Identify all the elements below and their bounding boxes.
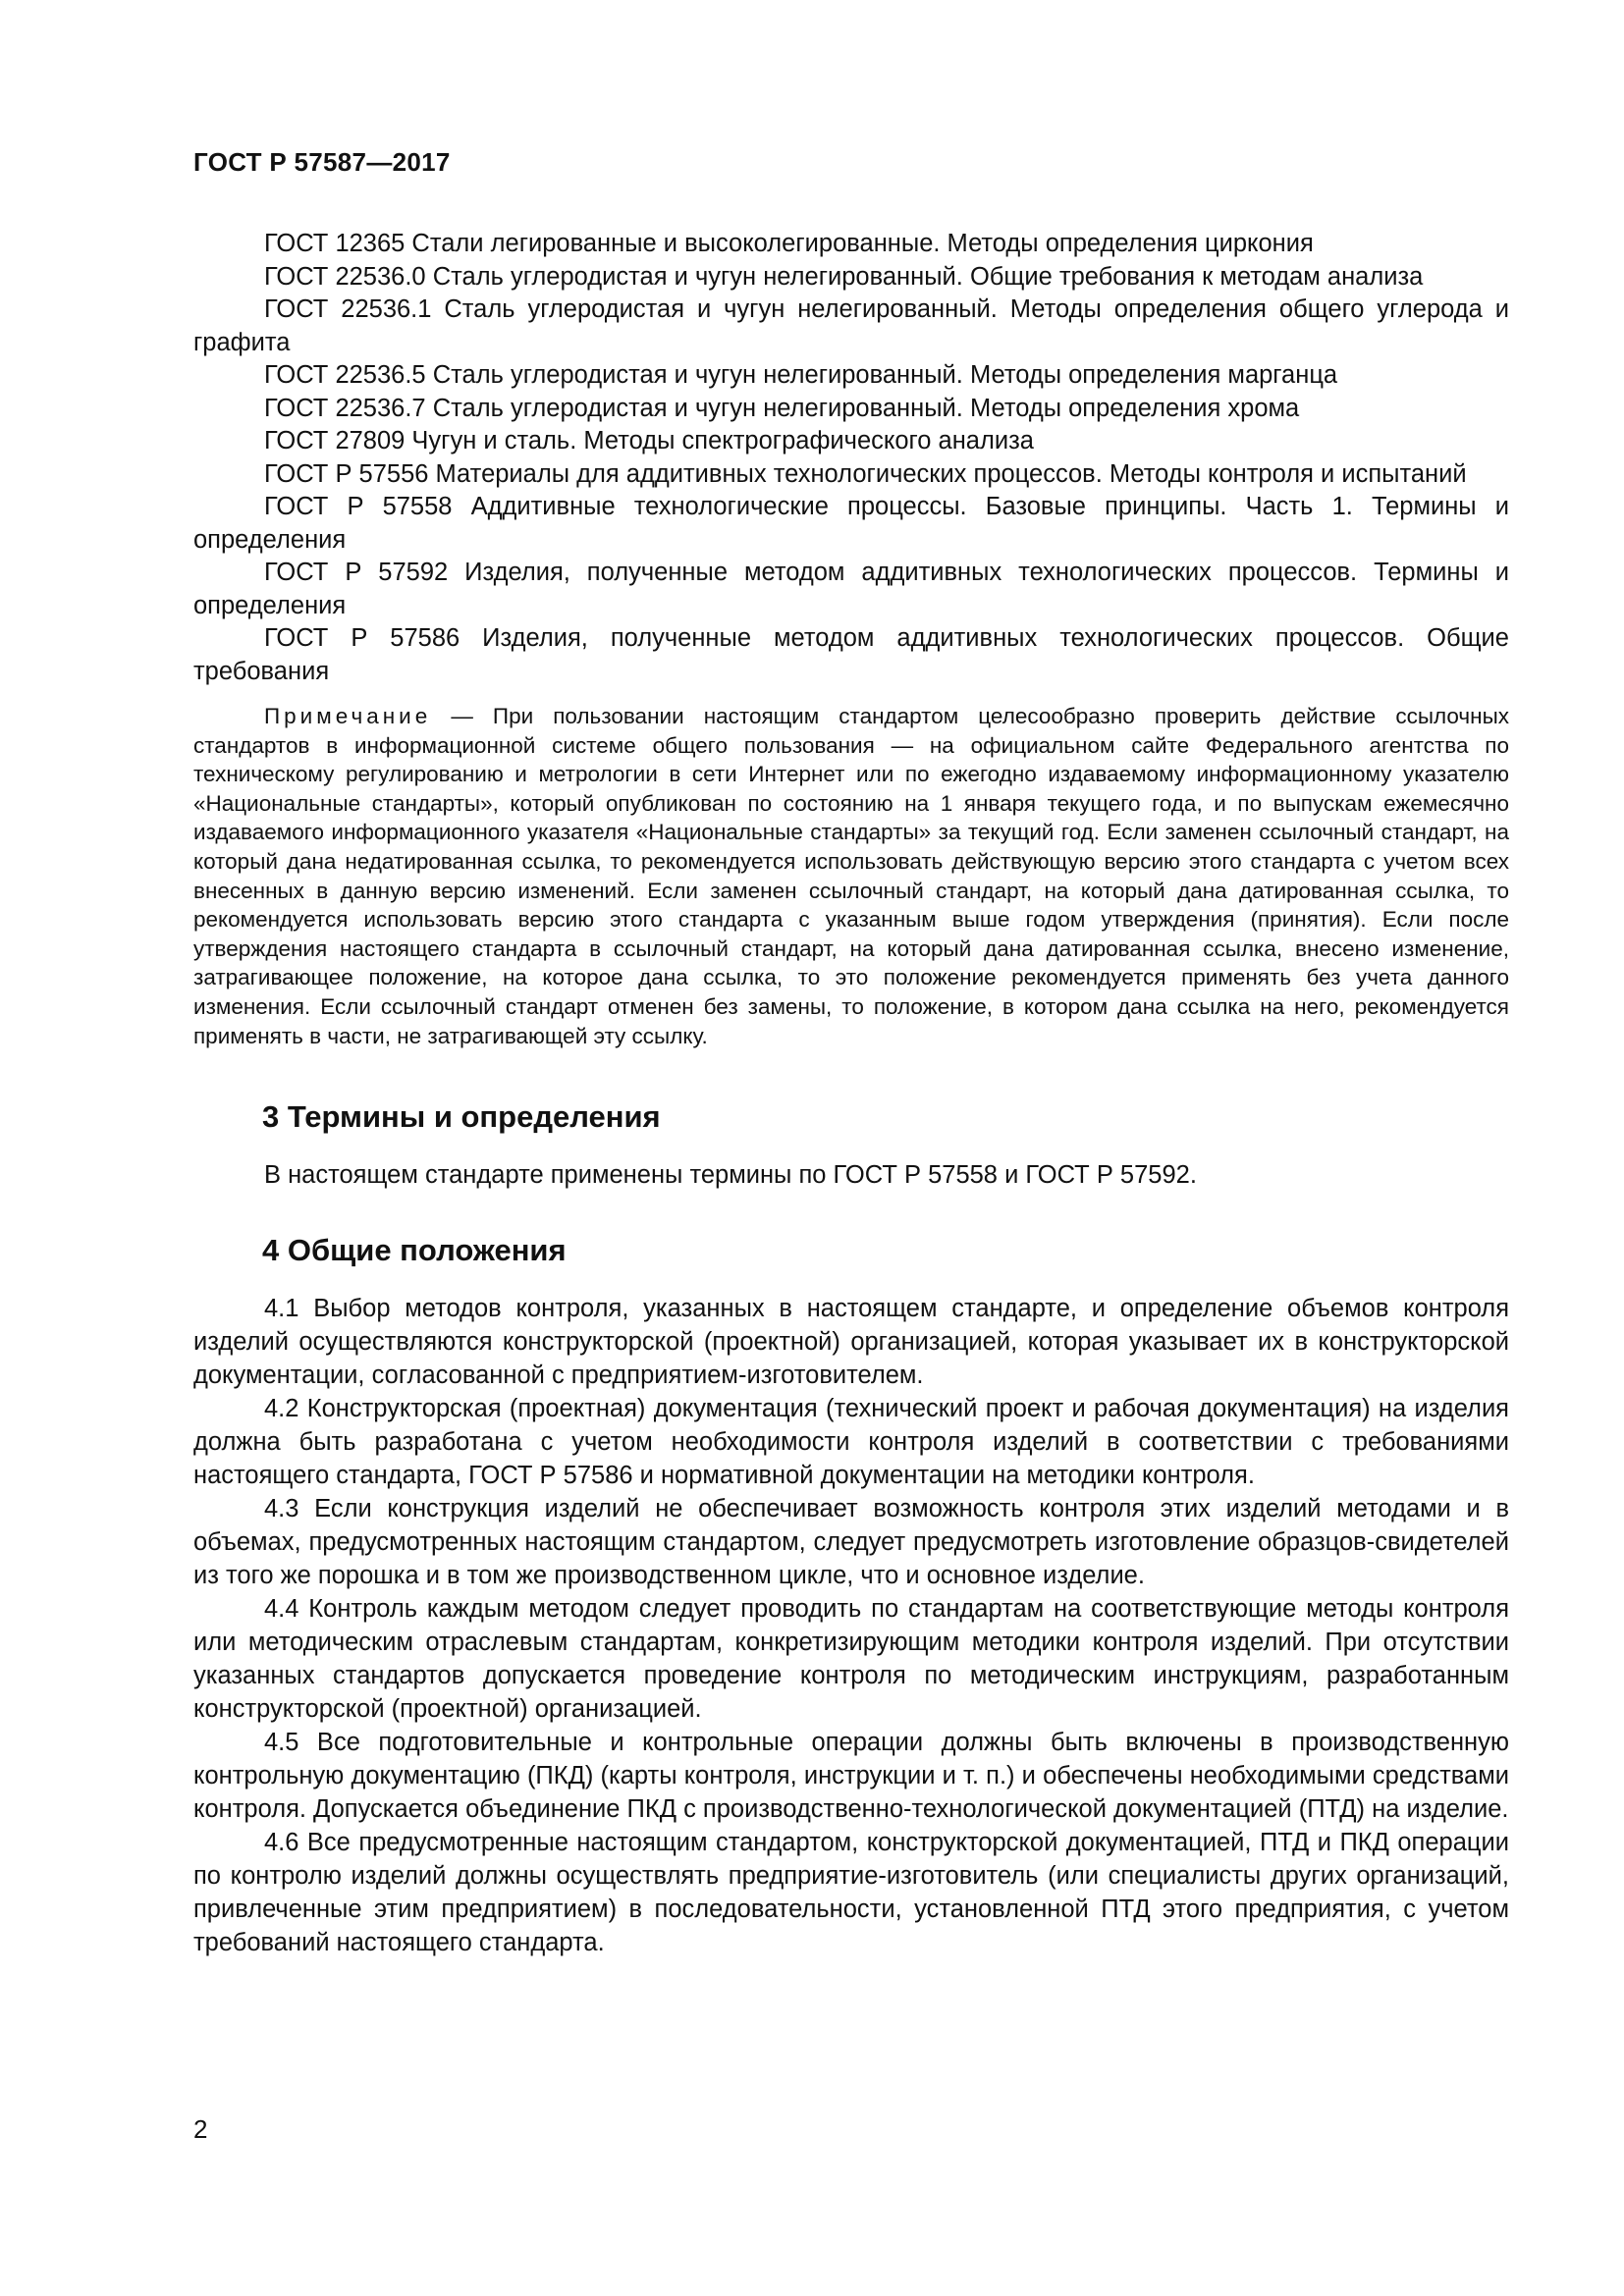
clause-paragraph: 4.3 Если конструкция изделий не обеспечивает возможность контроля этих изделий методами и в объемах, предусмотренных настоящим стандартом, следует предусмотреть изготовление образцов-свидетелей из того же порошка и в том же производственном цикле, что и основное изделие. <box>193 1495 1509 1590</box>
section-4-title: 4 Общие положения <box>262 1233 567 1268</box>
reference-item: ГОСТ 27809 Чугун и сталь. Методы спектрографического анализа <box>264 427 1034 454</box>
section-3-text: В настоящем стандарте применены термины по ГОСТ Р 57558 и ГОСТ Р 57592. <box>264 1161 1197 1190</box>
reference-item: ГОСТ 22536.5 Сталь углеродистая и чугун нелегированный. Методы определения марганца <box>264 361 1338 389</box>
normative-references-list <box>193 228 1509 688</box>
reference-item: ГОСТ Р 57586 Изделия, полученные методом аддитивных технологических процессов. Общие требования <box>193 624 1509 685</box>
reference-item: ГОСТ 22536.7 Сталь углеродистая и чугун нелегированный. Методы определения хрома <box>264 394 1300 422</box>
reference-item: ГОСТ Р 57558 Аддитивные технологические процессы. Базовые принципы. Часть 1. Термины и определения <box>193 493 1509 554</box>
clause-paragraph: 4.1 Выбор методов контроля, указанных в настоящем стандарте, и определение объемов контроля изделий осуществляются конструкторской (проектной) организацией, которая указывает их в конструкторской документации, согласованной с предприятием-изготовителем. <box>193 1295 1509 1390</box>
page-number: 2 <box>193 2114 208 2144</box>
reference-item: ГОСТ 22536.0 Сталь углеродистая и чугун нелегированный. Общие требования к методам анализа <box>264 262 1424 291</box>
document-body <box>193 228 1509 1959</box>
note-label: Примечание <box>264 704 432 728</box>
section-3-title: 3 Термины и определения <box>262 1099 661 1135</box>
section-4-paragraphs <box>193 1292 1509 1959</box>
reference-item: ГОСТ 12365 Стали легированные и высоколегированные. Методы определения циркония <box>264 230 1314 257</box>
standard-header: ГОСТ Р 57587—2017 <box>193 147 451 177</box>
reference-item: ГОСТ 22536.1 Сталь углеродистая и чугун нелегированный. Методы определения общего углерода и графита <box>193 295 1509 356</box>
clause-paragraph: 4.2 Конструкторская (проектная) документация (технический проект и рабочая документация) на изделия должна быть разработана с учетом необходимости контроля изделий в соответствии с требованиями настоящего стандарта, ГОСТ Р 57586 и нормативной документации на методики контроля. <box>193 1395 1509 1490</box>
reference-item: ГОСТ Р 57556 Материалы для аддитивных технологических процессов. Методы контроля и испытаний <box>264 459 1467 488</box>
clause-paragraph: 4.5 Все подготовительные и контрольные операции должны быть включены в производственную контрольную документацию (ПКД) (карты контроля, инструкции и т. п.) и обеспечены необходимыми средствами контроля. Допускается объединение ПКД с производственно-технологической документацией (ПТД) на изделие. <box>193 1729 1509 1824</box>
note-text: — При пользовании настоящим стандартом целесообразно проверить действие ссылочных стандартов в информационной системе общего пользования — на официальном сайте Федерального агентства по техническому регулированию и метрологии в сети Интернет или по ежегодно издаваемому информационному указателю «Национальные стандарты», который опубликован по состоянию на 1 января текущего года, и по выпускам ежемесячно издаваемого информационного указателя «Национальные стандарты» за текущий год. Если заменен ссылочный стандарт, на который дана недатированная ссылка, то рекомендуется использовать действующую версию этого стандарта с учетом всех внесенных в данную версию изменений. Если заменен ссылочный стандарт, на который дана датированная ссылка, то рекомендуется использовать версию этого стандарта с указанным выше годом утверждения (принятия). Если после утверждения настоящего стандарта в ссылочный стандарт, на который дана датированная ссылка, внесено изменение, затрагивающее положение, на которое дана ссылка, то это положение рекомендуется применять без учета данного изменения. Если ссылочный стандарт отменен без замены, то положение, в котором дана ссылка на него, рекомендуется применять в части, не затрагивающей эту ссылку. <box>193 704 1509 1048</box>
clause-paragraph: 4.6 Все предусмотренные настоящим стандартом, конструкторской документацией, ПТД и ПКД операции по контролю изделий должны осуществлять предприятие-изготовитель (или специалисты других организаций, привлеченные этим предприятием) в последовательности, установленной ПТД этого предприятия, с учетом требований настоящего стандарта. <box>193 1829 1509 1957</box>
reference-item: ГОСТ Р 57592 Изделия, полученные методом аддитивных технологических процессов. Термины и определения <box>193 559 1509 619</box>
note-paragraph <box>193 702 1509 1050</box>
clause-paragraph: 4.4 Контроль каждым методом следует проводить по стандартам на соответствующие методы контроля или методическим отраслевым стандартам, конкретизирующим методики контроля изделий. При отсутствии указанных стандартов допускается проведение контроля по методическим инструкциям, разработанным конструкторской (проектной) организацией. <box>193 1595 1509 1724</box>
